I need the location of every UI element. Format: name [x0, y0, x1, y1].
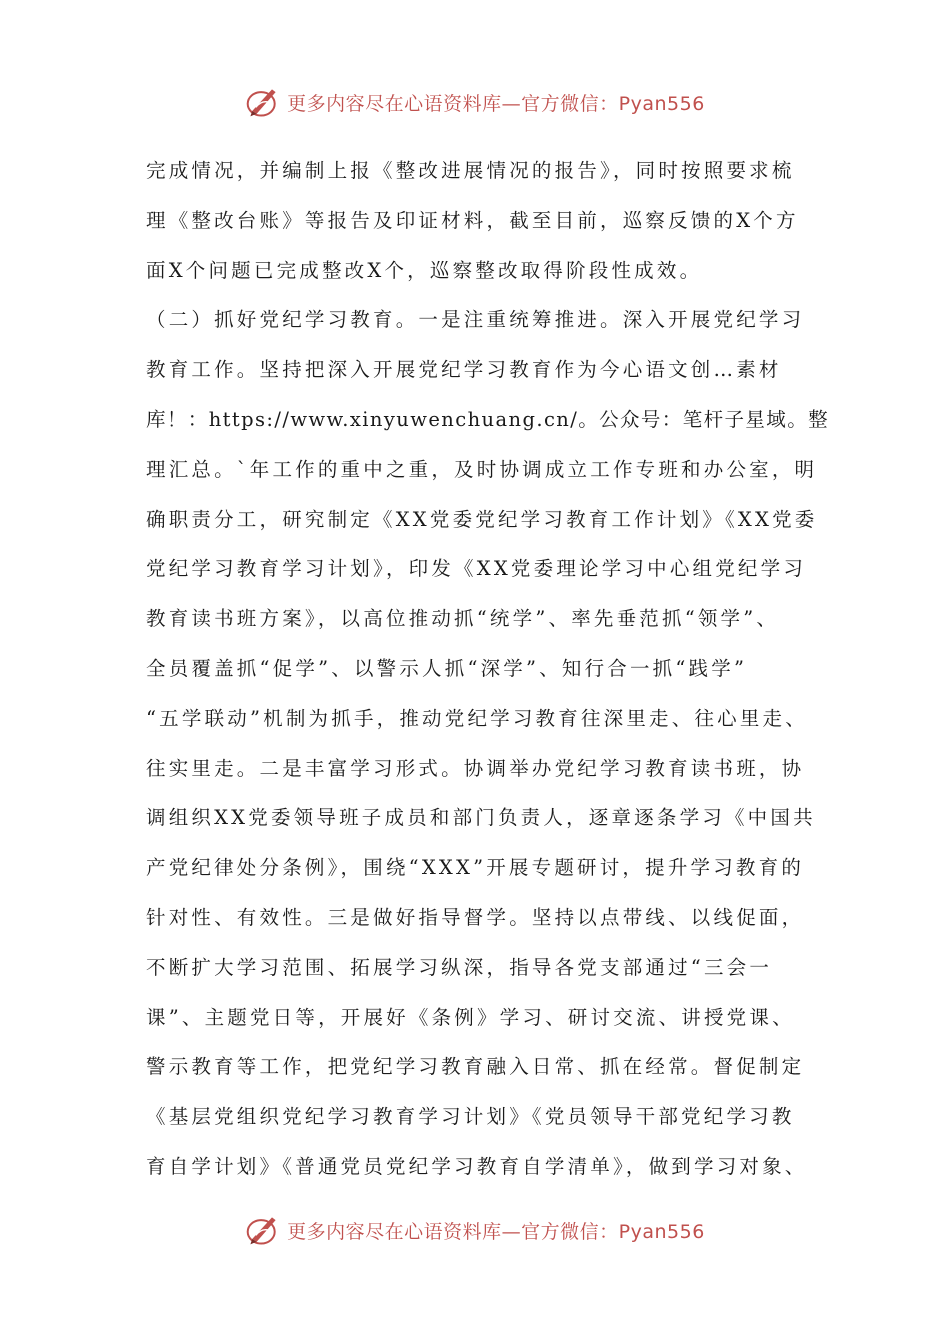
text-line: 调组织XX党委领导班子成员和部门负责人，逐章逐条学习《中国共	[146, 806, 816, 830]
text-line: 往实里走。二是丰富学习形式。协调举办党纪学习教育读书班，协	[146, 756, 805, 780]
text-line: 针对性、有效性。三是做好指导督学。坚持以点带线、以线促面，	[146, 905, 805, 929]
watermark-group	[245, 1212, 705, 1248]
text-line: 确职责分工，研究制定《XX党委党纪学习教育工作计划》《XX党委	[146, 507, 818, 531]
text-line: 党纪学习教育学习计划》，印发《XX党委理论学习中心组党纪学习	[146, 557, 807, 581]
text-line: 《基层党组织党纪学习教育学习计划》《党员领导干部党纪学习教	[146, 1105, 795, 1129]
text-line: 教育工作。坚持把深入开展党纪学习教育作为今心语文创…素材	[146, 358, 782, 382]
watermark-banner-bottom	[0, 1208, 950, 1252]
text-line: 理汇总。`年工作的重中之重，及时协调成立工作专班和办公室，明	[146, 457, 818, 481]
pen-logo-icon	[245, 84, 281, 120]
text-line: 全员覆盖抓“促学”、以警示人抓“深学”、知行合一抓“践学”	[146, 656, 748, 680]
text-line: 理《整改台账》等报告及印证材料，截至目前，巡察反馈的X个方	[146, 208, 799, 232]
document-body	[146, 146, 830, 1192]
text-line: 警示教育等工作，把党纪学习教育融入日常、抓在经常。督促制定	[146, 1055, 805, 1079]
text-line: 教育读书班方案》，以高位推动抓“统学”、率先垂范抓“领学”、	[146, 607, 780, 631]
text-line: 面X个问题已完成整改X个，巡察整改取得阶段性成效。	[146, 258, 703, 282]
text-line: “五学联动”机制为抓手，推动党纪学习教育往深里走、往心里走、	[146, 706, 808, 730]
text-line: 不断扩大学习范围、拓展学习纵深，指导各党支部通过“三会一	[146, 955, 773, 979]
text-line: 课”、主题党日等，开展好《条例》学习、研讨交流、讲授党课、	[146, 1005, 795, 1029]
text-line: 育自学计划》《普通党员党纪学习教育自学清单》，做到学习对象、	[146, 1154, 808, 1178]
text-line: 完成情况，并编制上报《整改进展情况的报告》，同时按照要求梳	[146, 159, 795, 182]
text-line: 库！：https://www.xinyuwenchuang.cn/。公众号：笔杆子星域。整	[146, 407, 830, 431]
text-line: （二）抓好党纪学习教育。一是注重统筹推进。深入开展党纪学习	[146, 308, 805, 332]
pen-logo-icon	[245, 1212, 281, 1248]
text-line: 产党纪律处分条例》，围绕“XXX”开展专题研讨，提升学习教育的	[146, 856, 805, 880]
watermark-group	[245, 84, 705, 120]
watermark-text: 更多内容尽在心语资料库—官方微信：Pyan556	[287, 1220, 705, 1243]
watermark-banner-top	[0, 80, 950, 124]
watermark-text: 更多内容尽在心语资料库—官方微信：Pyan556	[287, 92, 705, 115]
